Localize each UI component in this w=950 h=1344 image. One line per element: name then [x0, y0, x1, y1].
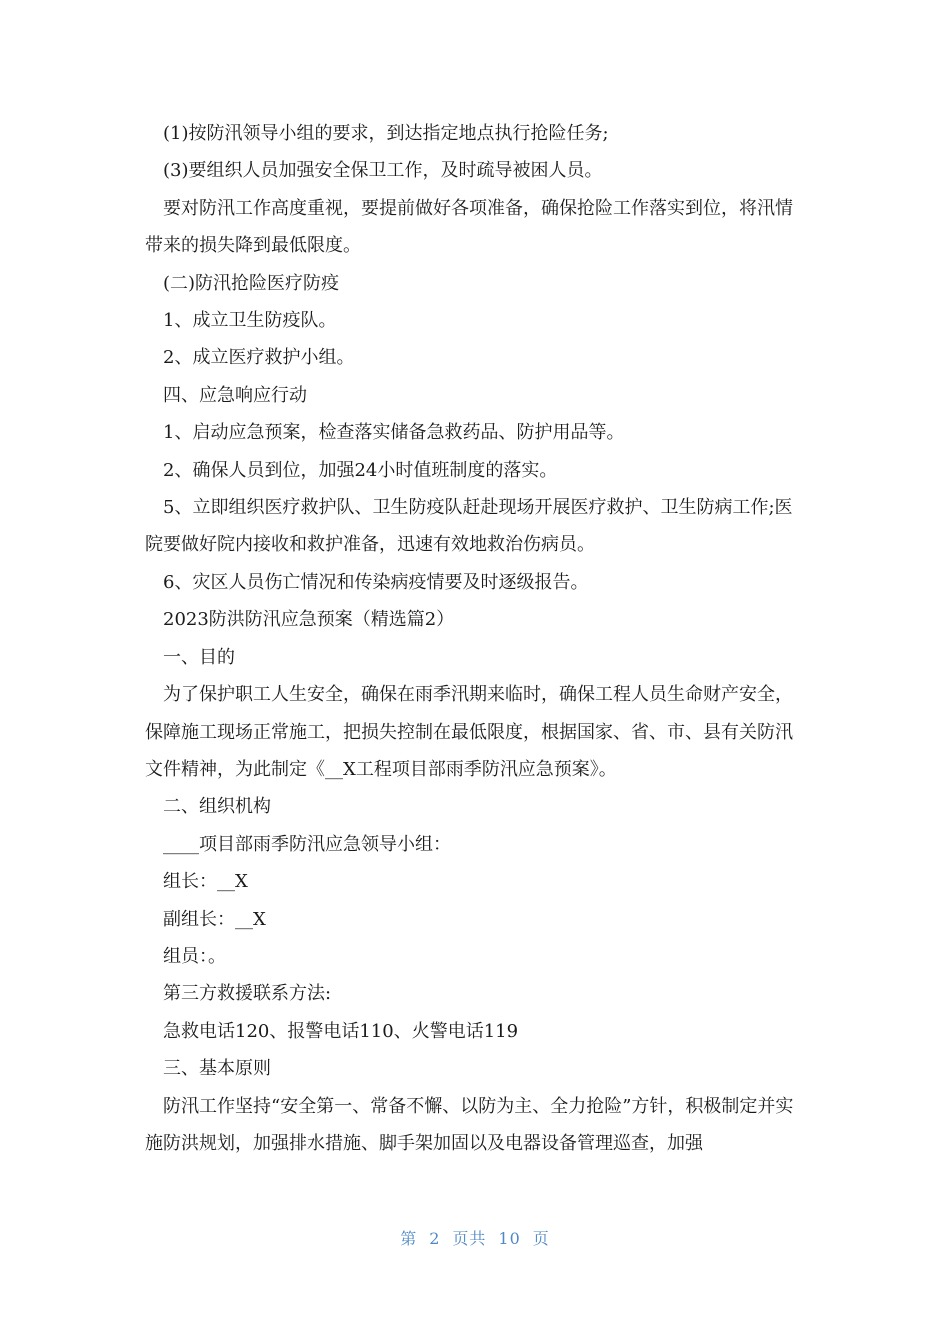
page-footer: [0, 1226, 950, 1249]
section-heading: 四、应急响应行动: [163, 384, 307, 406]
list-item: 6、灾区人员伤亡情况和传染病疫情要及时逐级报告。: [163, 571, 589, 593]
paragraph: 副组长：__X: [163, 908, 266, 930]
article-title: 2023防洪防汛应急预案（精选篇2）: [163, 609, 455, 631]
list-item: 5、立即组织医疗救护队、卫生防疫队赶赴现场开展医疗救护、卫生防病工作;医院要做好院内接收和救护准备，迅速有效地救治伤病员。: [145, 497, 793, 556]
list-item: 2、成立医疗救护小组。: [163, 347, 355, 369]
list-item: 2、确保人员到位，加强24小时值班制度的落实。: [163, 459, 558, 481]
paragraph: ____项目部雨季防汛应急领导小组：: [163, 833, 451, 855]
paragraph: 组长：__X: [163, 871, 248, 893]
footer-total-pages: 10: [498, 1229, 521, 1248]
list-item: 1、启动应急预案，检查落实储备急救药品、防护用品等。: [163, 422, 625, 444]
footer-prefix: 第: [400, 1229, 418, 1248]
paragraph: 组员：。: [163, 945, 226, 967]
paragraph: (3)要组织人员加强安全保卫工作，及时疏导被困人员。: [163, 160, 603, 182]
document-body: [145, 115, 805, 1162]
paragraph: 第三方救援联系方法:: [163, 983, 332, 1005]
paragraph: 为了保护职工人生安全，确保在雨季汛期来临时，确保工程人员生命财产安全，保障施工现场正常施工，把损失控制在最低限度，根据国家、省、市、县有关防汛文件精神，为此制定《__X工程项目部雨季防汛应急预案》。: [145, 684, 793, 780]
paragraph: (1)按防汛领导小组的要求，到达指定地点执行抢险任务;: [163, 123, 609, 144]
footer-middle: 页共: [452, 1229, 487, 1248]
footer-current-page: 2: [429, 1229, 441, 1248]
paragraph: 要对防汛工作高度重视，要提前做好各项准备，确保抢险工作落实到位，将汛情带来的损失降到最低限度。: [145, 197, 793, 257]
footer-suffix: 页: [532, 1229, 550, 1248]
section-heading: 二、组织机构: [163, 796, 271, 818]
section-heading: 一、目的: [163, 646, 235, 668]
list-item: 1、成立卫生防疫队。: [163, 310, 337, 332]
section-heading: (二)防汛抢险医疗防疫: [163, 272, 340, 294]
paragraph: 防汛工作坚持“安全第一、常备不懈、以防为主、全力抢险”方针，积极制定并实施防洪规划，加强排水措施、脚手架加固以及电器设备管理巡查，加强: [145, 1095, 794, 1154]
section-heading: 三、基本原则: [163, 1058, 271, 1080]
paragraph: 急救电话120、报警电话110、火警电话119: [163, 1020, 519, 1042]
